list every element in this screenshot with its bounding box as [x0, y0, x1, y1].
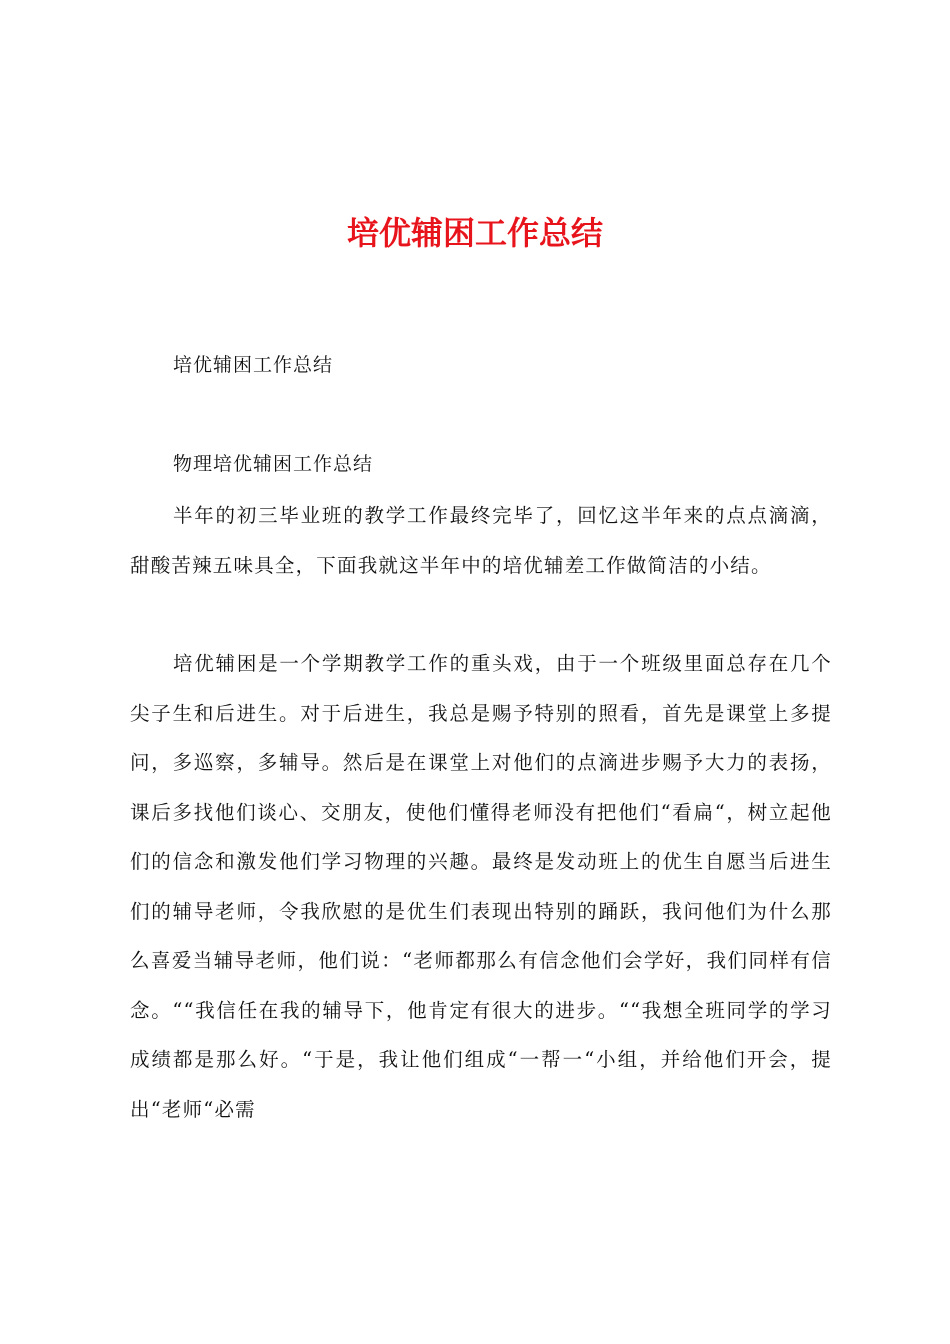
paragraph-2 — [130, 639, 832, 1134]
document-subtitle: 培优辅困工作总结 — [173, 354, 334, 376]
paragraph-1 — [130, 491, 832, 590]
document-title: 培优辅困工作总结 — [346, 214, 603, 252]
section-heading: 物理培优辅困工作总结 — [173, 453, 374, 475]
paragraph-text: 半年的初三毕业班的教学工作最终完毕了，回忆这半年来的点点滴滴，甜酸苦辣五味具全，下面我就这半年中的培优辅差工作做简洁的小结。 — [130, 504, 832, 577]
paragraph-text: 培优辅困是一个学期教学工作的重头戏，由于一个班级里面总存在几个尖子生和后进生。对于后进生，我总是赐予特别的照看，首先是课堂上多提问，多巡察，多辅导。然后是在课堂上对他们的点滴进步赐予大力的表扬，课后多找他们谈心、交朋友，使他们懂得老师没有把他们“看扁“，树立起他们的信念和激发他们学习物理的兴趣。最终是发动班上的优生自愿当后进生们的辅导老师，令我欣慰的是优生们表现出特别的踊跃，我问他们为什么那么喜爱当辅导老师，他们说：“老师都那么有信念他们会学好，我们同样有信念。““我信任在我的辅导下，他肯定有很大的进步。““我想全班同学的学习成绩都是那么好。“于是，我让他们组成“一帮一“小组，并给他们开会，提出“老师“必需 — [130, 652, 832, 1121]
